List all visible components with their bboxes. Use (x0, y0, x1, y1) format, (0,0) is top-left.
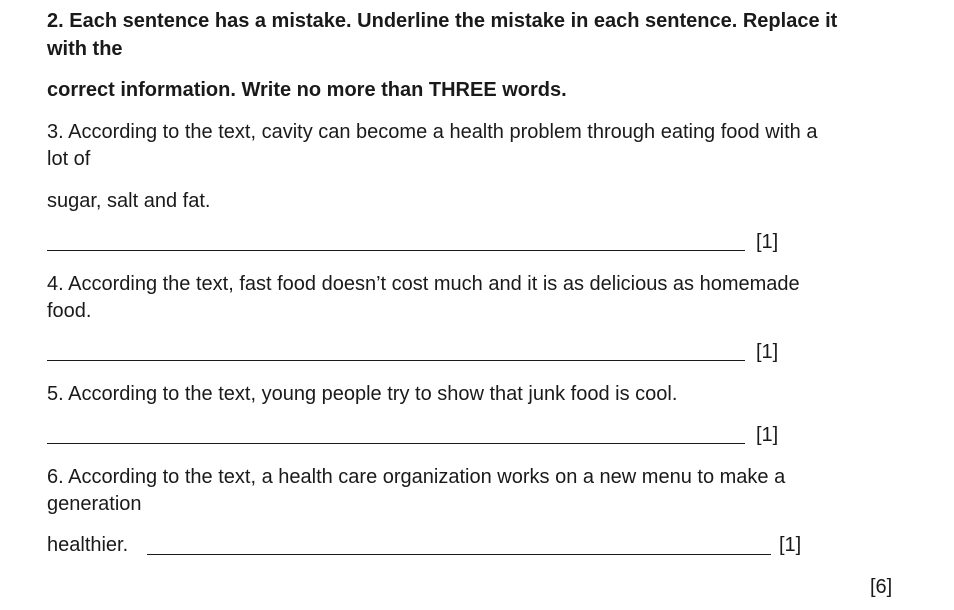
total-mark: [6] (870, 576, 893, 598)
q5-answer-line[interactable] (47, 443, 745, 444)
q6-mark: [1] (779, 534, 802, 556)
q6-text-line-3: healthier. (47, 534, 129, 556)
q2-instruction-line-3: correct information. Write no more than THREE words. (47, 79, 567, 101)
q6-answer-line[interactable] (147, 554, 771, 555)
q4-text-line-1: 4. According the text, fast food doesn’t cost much and it is as delicious as homemade (47, 273, 800, 295)
q4-text-line-2: food. (47, 300, 92, 322)
q6-text-line-1: 6. According to the text, a health care organization works on a new menu to make a (47, 466, 786, 488)
q2-instruction-line-2: with the (47, 38, 123, 60)
q3-mark: [1] (756, 231, 779, 253)
q3-text-line-2: lot of (47, 148, 91, 170)
q5-mark: [1] (756, 424, 779, 446)
q3-text-line-1: 3. According to the text, cavity can become a health problem through eating food with a (47, 121, 818, 143)
q3-text-line-3: sugar, salt and fat. (47, 190, 211, 212)
q5-text-line-1: 5. According to the text, young people try to show that junk food is cool. (47, 383, 678, 405)
q4-mark: [1] (756, 341, 779, 363)
q3-answer-line[interactable] (47, 250, 745, 251)
q4-answer-line[interactable] (47, 360, 745, 361)
q2-instruction-line-1: 2. Each sentence has a mistake. Underline the mistake in each sentence. Replace it (47, 10, 838, 32)
q6-text-line-2: generation (47, 493, 142, 515)
